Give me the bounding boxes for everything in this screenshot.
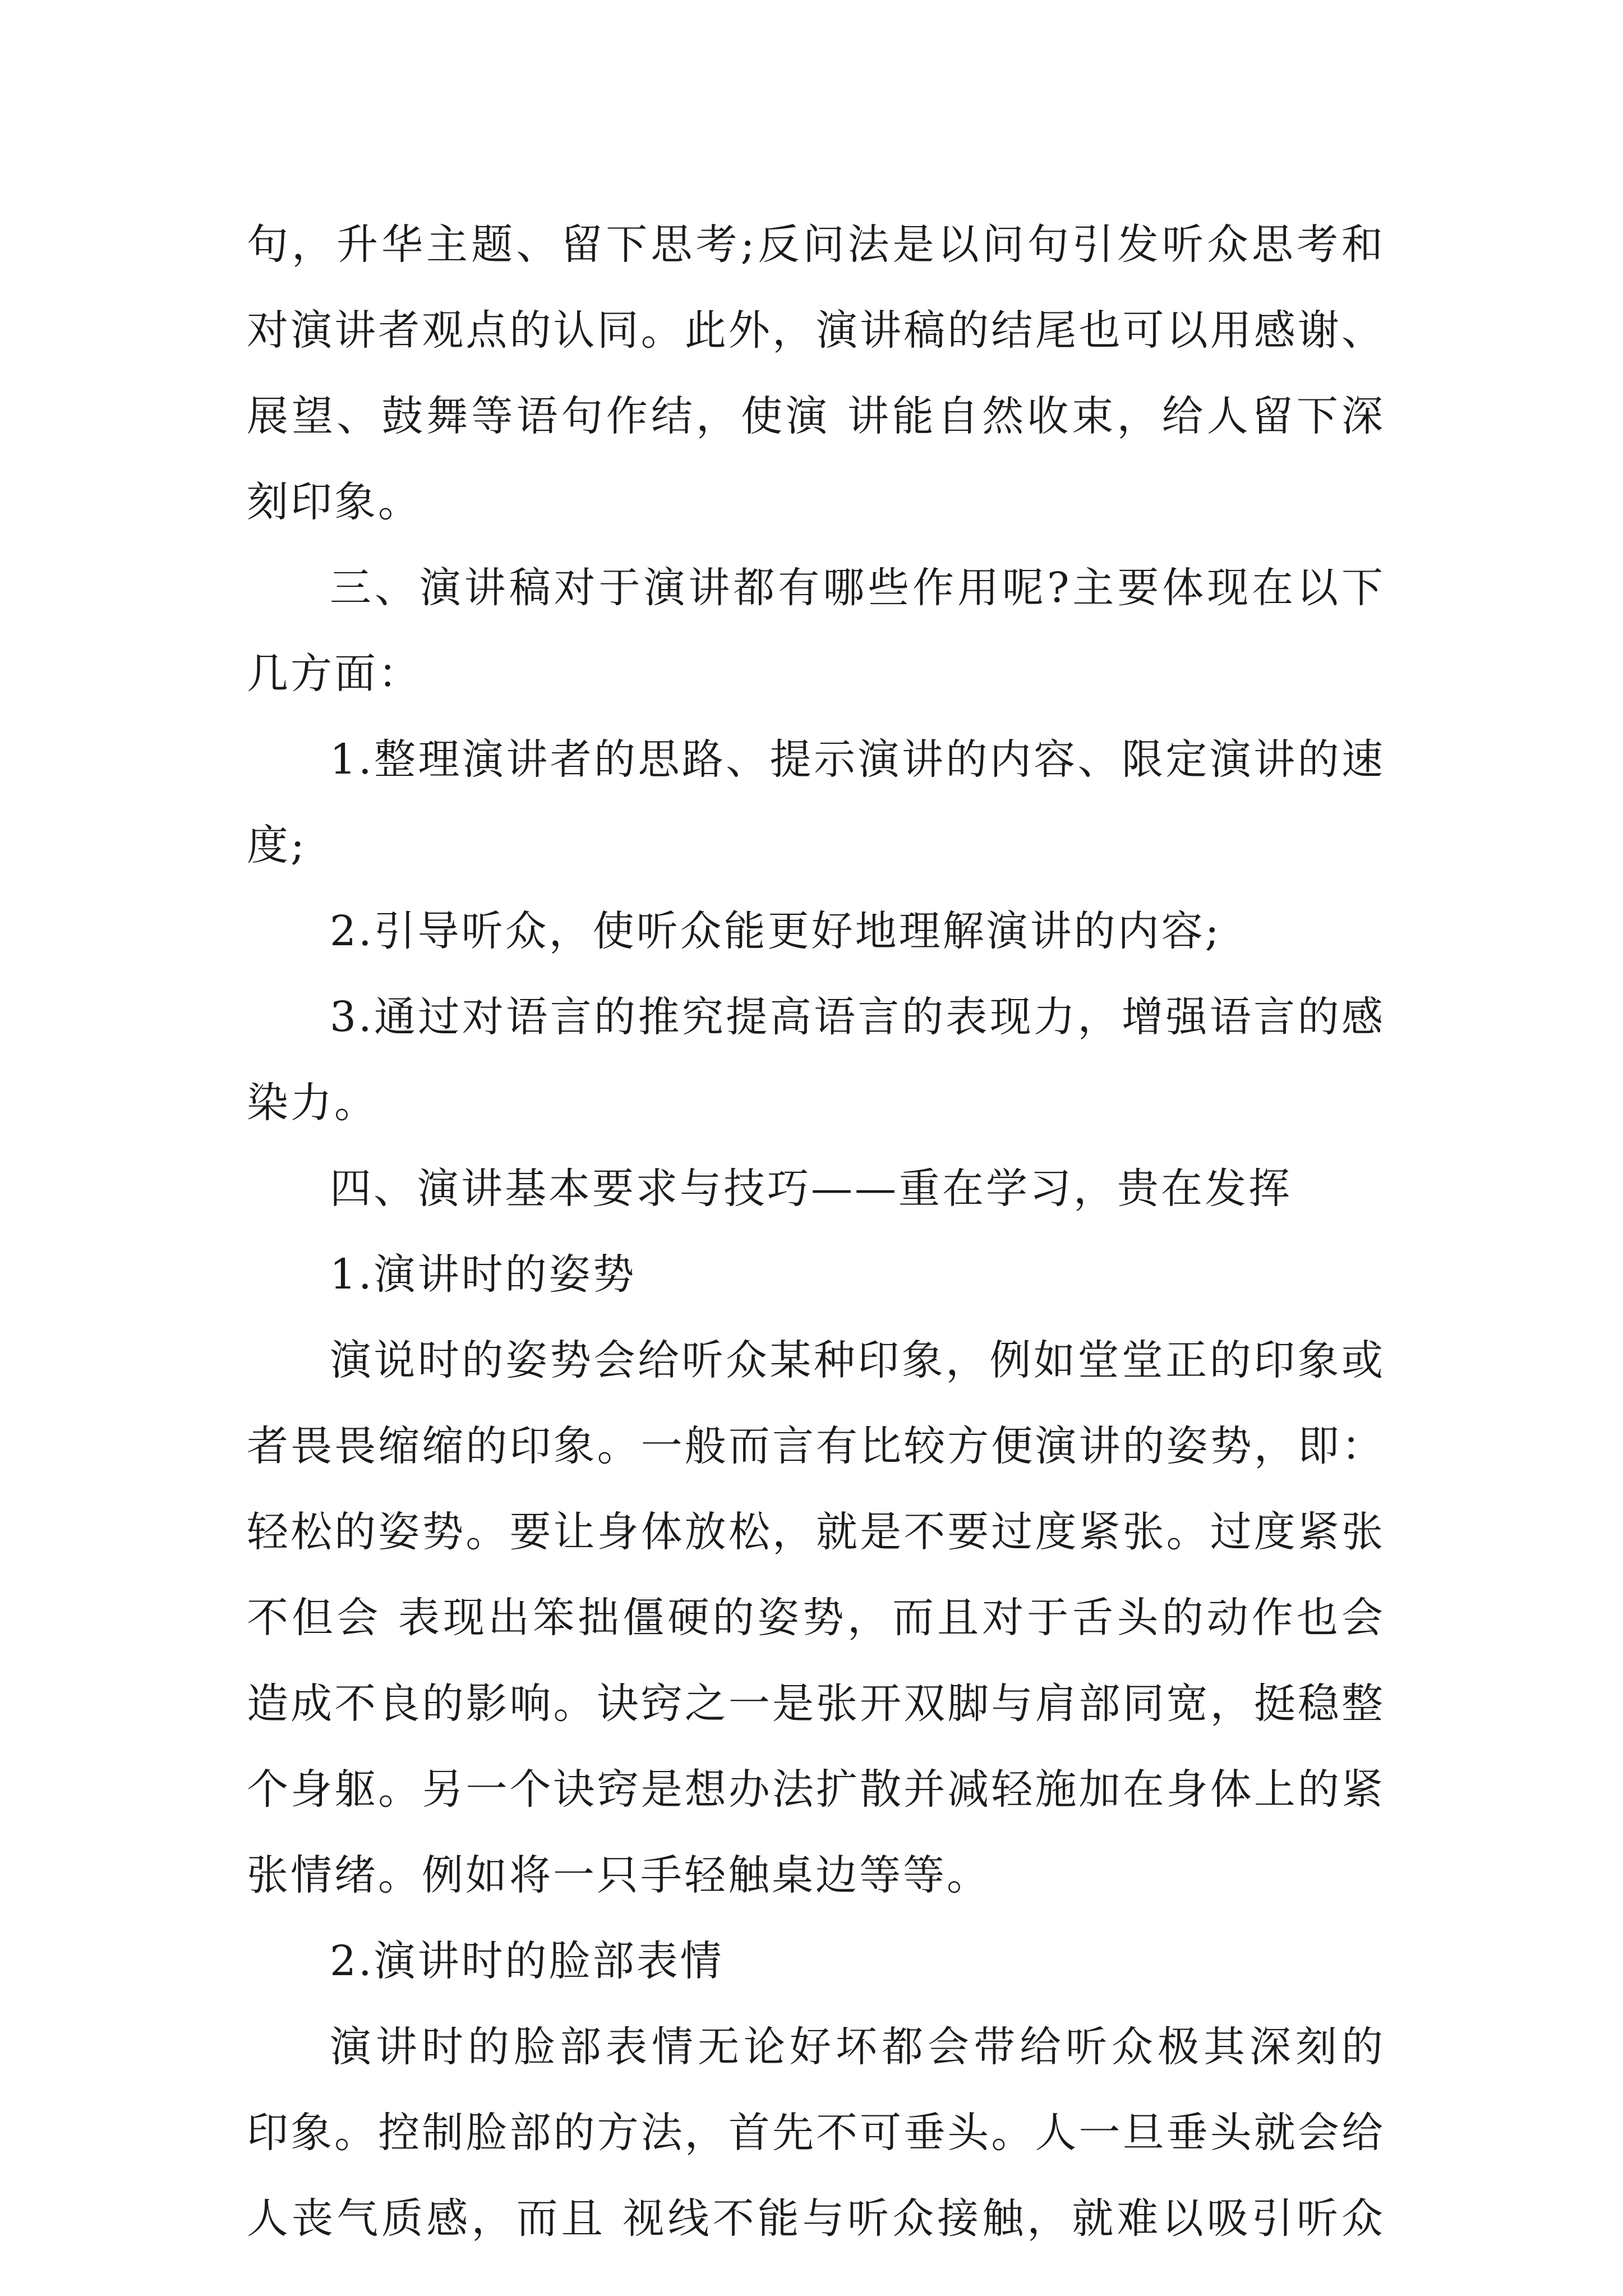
text-line: 轻松的姿势。要让身体放松，就是不要过度紧张。过度紧张 <box>247 1508 1385 1556</box>
text-line: 造成不良的影响。诀窍之一是张开双脚与肩部同宽，挺稳整 <box>247 1680 1385 1728</box>
subheading-line: 2.演讲时的脸部表情 <box>330 1937 724 1985</box>
subheading-line: 1.演讲时的姿势 <box>330 1250 637 1299</box>
text-line: 对演讲者观点的认同。此外，演讲稿的结尾也可以用感谢、 <box>247 306 1385 355</box>
text-line: 张情绪。例如将一只手轻触桌边等等。 <box>247 1851 990 1899</box>
text-line: 演讲时的脸部表情无论好坏都会带给听众极其深刻的 <box>330 2023 1385 2071</box>
section-heading-line: 四、演讲基本要求与技巧——重在学习，贵在发挥 <box>330 1165 1292 1213</box>
text-line: 度; <box>247 821 307 869</box>
list-item-line: 2.引导听众，使听众能更好地理解演讲的内容; <box>330 907 1221 955</box>
text-line: 印象。控制脸部的方法，首先不可垂头。人一旦垂头就会给 <box>247 2109 1385 2157</box>
list-item-line: 1.整理演讲者的思路、提示演讲的内容、限定演讲的速 <box>330 735 1385 784</box>
text-line: 染力。 <box>247 1079 378 1127</box>
text-line: 者畏畏缩缩的印象。一般而言有比较方便演讲的姿势，即： <box>247 1422 1385 1470</box>
text-line: 几方面： <box>247 650 422 698</box>
text-line: 刻印象。 <box>247 478 422 526</box>
text-line: 不但会 表现出笨拙僵硬的姿势，而且对于舌头的动作也会 <box>247 1594 1385 1642</box>
text-line: 演说时的姿势会给听众某种印象，例如堂堂正的印象或 <box>330 1336 1385 1384</box>
section-heading-line: 三、演讲稿对于演讲都有哪些作用呢?主要体现在以下 <box>330 564 1385 612</box>
text-line: 个身躯。另一个诀窍是想办法扩散并减轻施加在身体上的紧 <box>247 1765 1385 1814</box>
text-line: 人丧气质感，而且 视线不能与听众接触，就难以吸引听众 <box>247 2194 1385 2243</box>
list-item-line: 3.通过对语言的推究提高语言的表现力，增强语言的感 <box>330 993 1385 1041</box>
text-line: 展望、鼓舞等语句作结，使演 讲能自然收束，给人留下深 <box>247 392 1385 440</box>
text-line: 句，升华主题、留下思考;反问法是以问句引发听众思考和 <box>247 220 1385 269</box>
body-text <box>247 202 1385 2262</box>
